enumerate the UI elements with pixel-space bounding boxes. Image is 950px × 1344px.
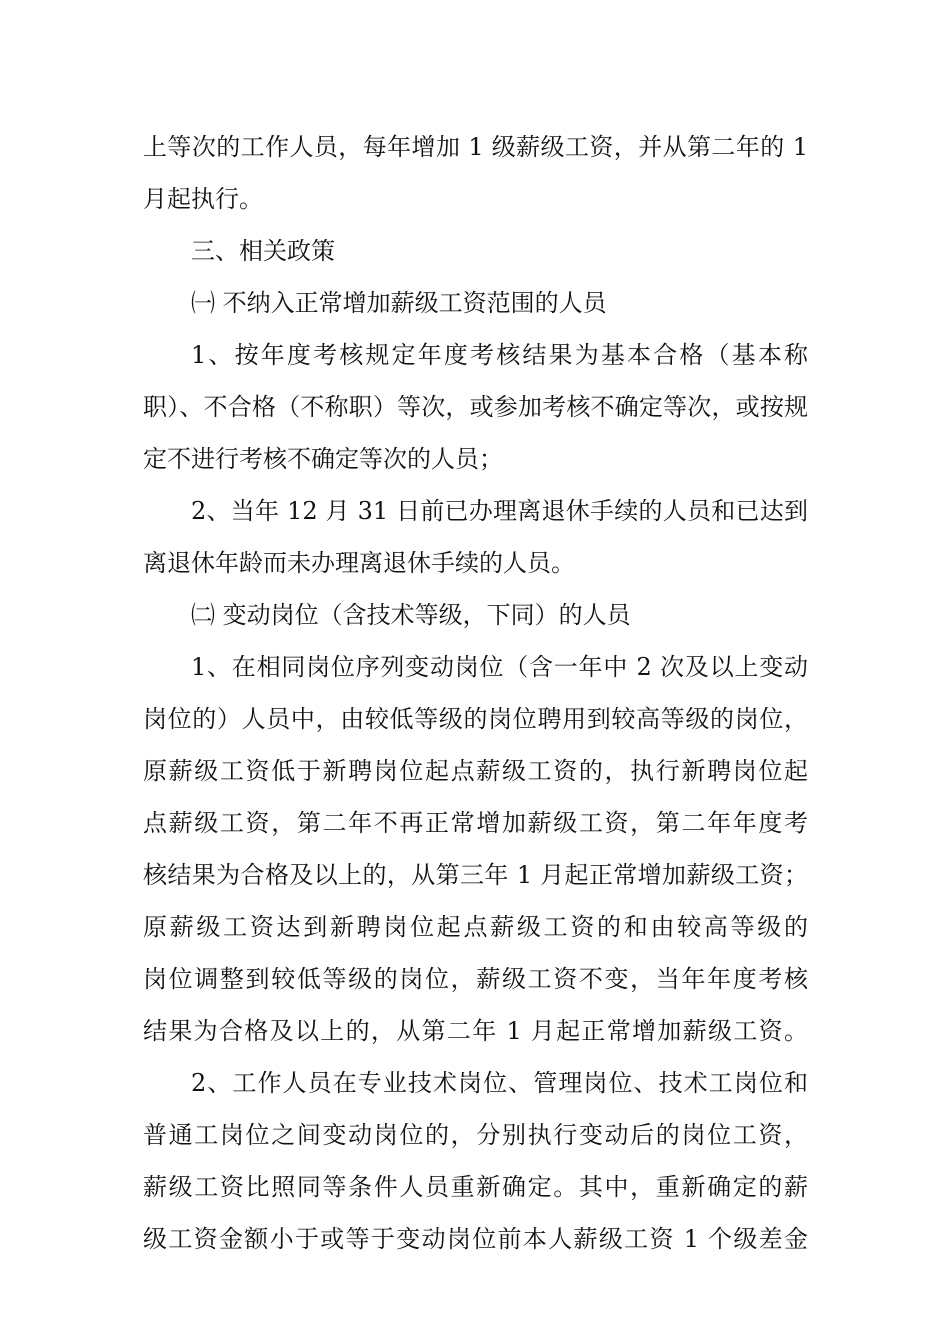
- text-line: 2、当年 12 月 31 日前已办理离退休手续的人员和已达到: [191, 497, 808, 525]
- text-line: 定不进行考核不确定等次的人员；: [143, 445, 503, 473]
- text-line: 2、工作人员在专业技术岗位、管理岗位、技术工岗位和: [191, 1069, 808, 1097]
- text-line: 1、在相同岗位序列变动岗位（含一年中 2 次及以上变动: [191, 653, 808, 681]
- text-line: 原薪级工资低于新聘岗位起点薪级工资的，执行新聘岗位起: [143, 757, 808, 785]
- text-line: 岗位的）人员中，由较低等级的岗位聘用到较高等级的岗位，: [143, 705, 808, 733]
- text-line: ㈠ 不纳入正常增加薪级工资范围的人员: [191, 289, 607, 317]
- text-line: 级工资金额小于或等于变动岗位前本人薪级工资 1 个级差金: [143, 1225, 808, 1253]
- text-line: 结果为合格及以上的，从第二年 1 月起正常增加薪级工资。: [143, 1017, 808, 1045]
- text-line: 核结果为合格及以上的，从第三年 1 月起正常增加薪级工资；: [143, 861, 808, 889]
- text-line: 点薪级工资，第二年不再正常增加薪级工资，第二年年度考: [143, 809, 808, 837]
- document-body: [143, 121, 808, 1265]
- text-line: 1、按年度考核规定年度考核结果为基本合格（基本称: [191, 341, 808, 369]
- text-line: 原薪级工资达到新聘岗位起点薪级工资的和由较高等级的: [143, 913, 808, 941]
- text-line: 普通工岗位之间变动岗位的，分别执行变动后的岗位工资，: [143, 1121, 808, 1149]
- text-line: 三、相关政策: [191, 237, 335, 265]
- text-line: ㈡ 变动岗位（含技术等级，下同）的人员: [191, 601, 631, 629]
- text-line: 离退休年龄而未办理离退休手续的人员。: [143, 549, 575, 577]
- text-line: 薪级工资比照同等条件人员重新确定。其中，重新确定的薪: [143, 1173, 808, 1201]
- text-line: 岗位调整到较低等级的岗位，薪级工资不变，当年年度考核: [143, 965, 808, 993]
- text-line: 月起执行。: [143, 185, 263, 213]
- text-line: 上等次的工作人员，每年增加 1 级薪级工资，并从第二年的 1: [143, 133, 808, 161]
- text-line: 职）、不合格（不称职）等次，或参加考核不确定等次，或按规: [143, 393, 808, 421]
